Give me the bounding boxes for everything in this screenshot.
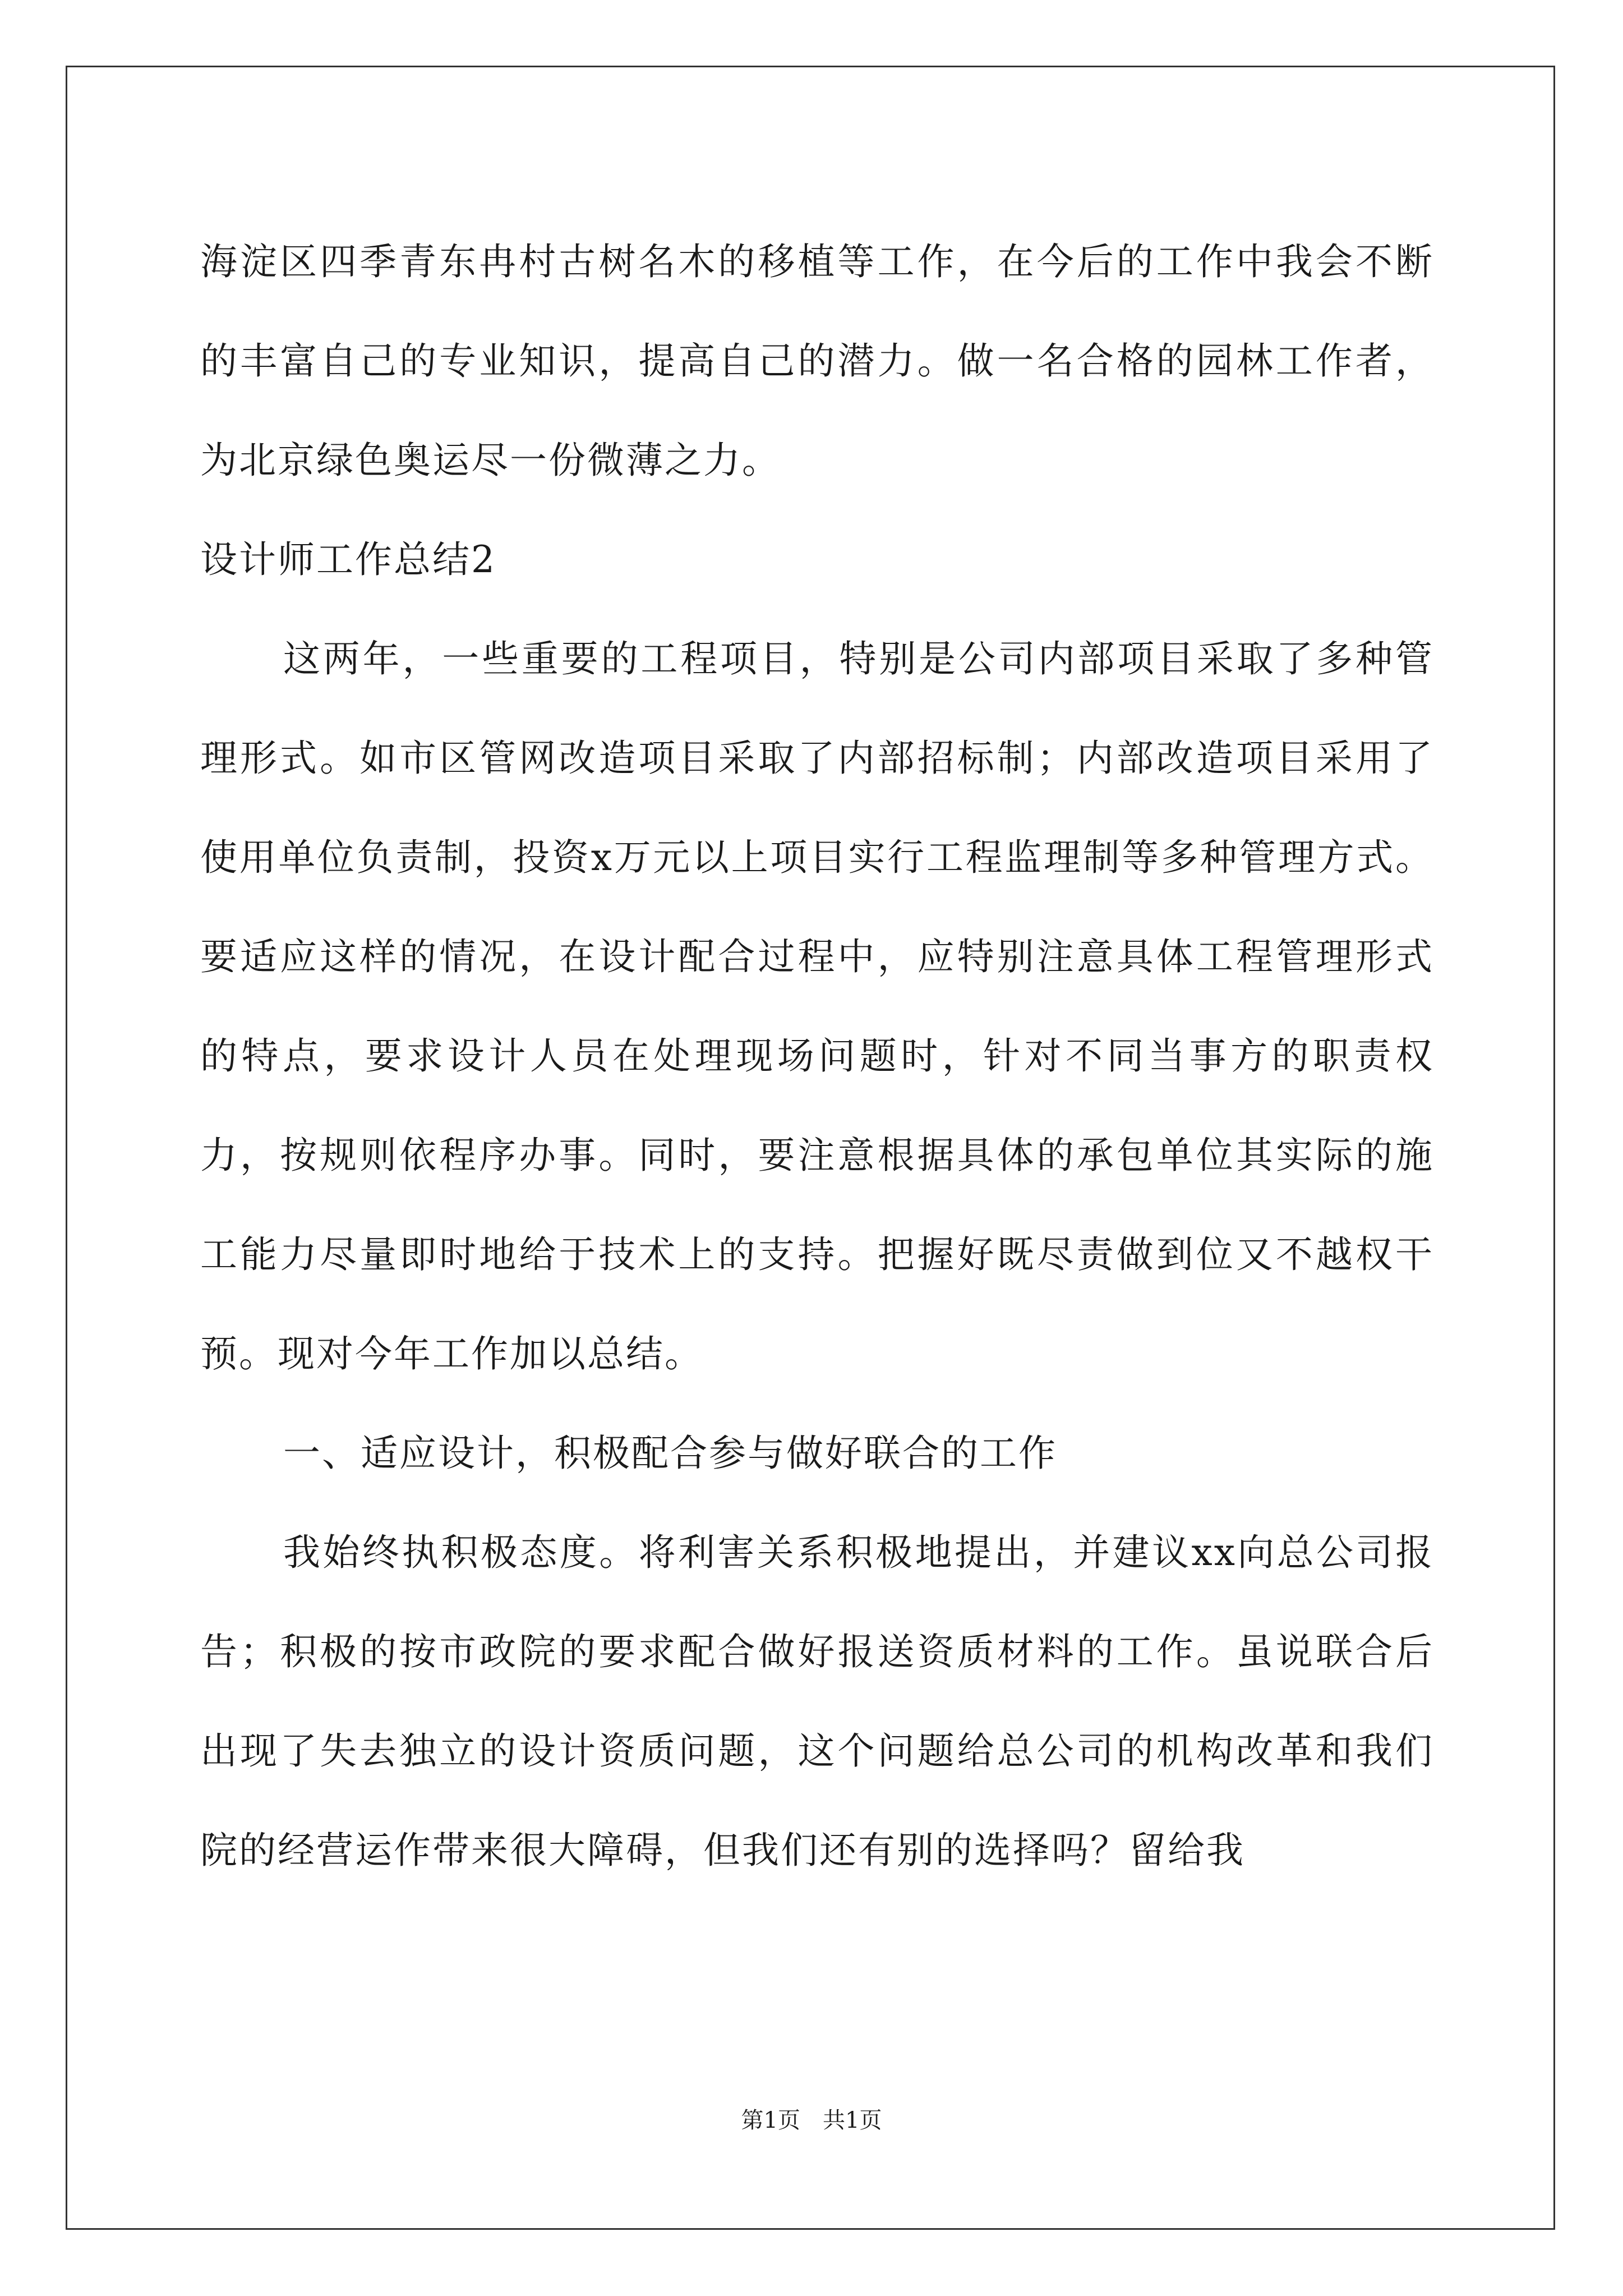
paragraph-management: 这两年，一些重要的工程项目，特别是公司内部项目采取了多种管理形式。如市区管网改造项目采取了内部招标制；内部改造项目采用了使用单位负责制，投资x万元以上项目实行工程监理制等多种管理方式。要适应这样的情况，在设计配合过程中，应特别注意具体工程管理形式的特点，要求设计人员在处理现场问题时，针对不同当事方的职责权力，按规则依程序办事。同时，要注意根据具体的承包单位其实际的施工能力尽量即时地给于技术上的支持。把握好既尽责做到位又不越权干预。现对今年工作加以总结。 <box>200 637 1434 1375</box>
section-heading: 设计师工作总结2 <box>200 538 496 581</box>
page-footer: 第1页 共1页 <box>741 2108 882 2133</box>
subheading-item-one: 一、适应设计，积极配合参与做好联合的工作 <box>283 1432 1057 1475</box>
paragraph-intro: 海淀区四季青东冉村古树名木的移植等工作，在今后的工作中我会不断的丰富自己的专业知识，提高自己的潜力。做一名合格的园林工作者，为北京绿色奥运尽一份微薄之力。 <box>200 240 1434 482</box>
document-body <box>200 212 1434 1900</box>
paragraph-attitude: 我始终执积极态度。将利害关系积极地提出，并建议xx向总公司报告；积极的按市政院的要求配合做好报送资质材料的工作。虽说联合后出现了失去独立的设计资质问题，这个问题给总公司的机构改革和我们院的经营运作带来很大障碍，但我们还有别的选择吗？留给我 <box>200 1531 1434 1872</box>
